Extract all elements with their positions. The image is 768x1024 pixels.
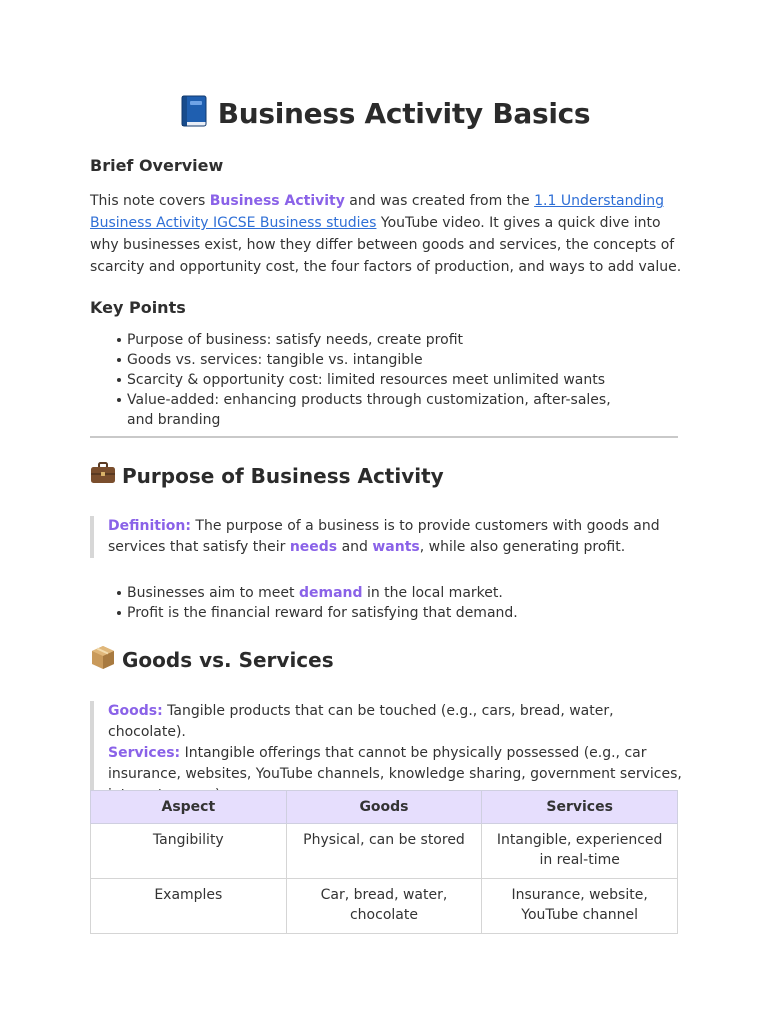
services-text: Intangible offerings that cannot be physically possessed (e.g., car insurance, websites, YouTube channels, knowledge sharing, government services, [108,745,682,782]
wants-highlight: wants [372,539,420,555]
definition-text: , while also generating profit. [419,539,626,555]
table-cell: Examples [91,879,287,934]
column-header: Aspect [91,791,287,824]
needs-highlight: needs [289,539,338,555]
goods-text: Tangible products that can be touched (e.g., cars, bread, water, chocolate). [108,703,614,740]
list-item: Goods vs. services: tangible vs. intangible [90,350,630,370]
purpose-heading-text: Purpose of Business Activity [122,463,444,488]
overview-highlight: Business Activity [209,193,345,209]
source-video-link[interactable]: 1.1 Understanding Business Activity IGCSE Business studies [90,193,664,231]
list-item: Scarcity & opportunity cost: limited resources meet unlimited wants [90,370,630,390]
page-title [0,90,768,136]
purpose-bullets [90,583,650,623]
package-icon [90,644,116,675]
blue-book-icon [178,93,210,133]
key-points-list [90,330,630,430]
overview-paragraph [90,190,682,278]
definition-text: The purpose of a business is to provide customers with goods and services that satisfy their [108,518,660,555]
demand-highlight: demand [298,585,363,601]
overview-text-mid: and was created from the [344,193,535,209]
definition-label: Definition: [108,518,191,534]
table-row [91,879,678,934]
overview-text-prefix: This note covers [90,193,210,209]
goods-services-table [90,790,678,934]
definition-callout [90,516,682,558]
overview-heading: Brief Overview [90,156,224,175]
goods-label: Goods: [108,703,163,719]
list-item: Purpose of business: satisfy needs, create profit [90,330,630,350]
goods-heading-text: Goods vs. Services [122,647,334,672]
list-item [90,583,650,603]
bullet-text: Businesses aim to meet [127,585,299,601]
key-points-heading: Key Points [90,298,186,317]
table-header-row [91,791,678,824]
divider [90,436,678,438]
page-title-text: Business Activity Basics [217,96,591,130]
goods-section-heading [90,644,334,675]
column-header: Services [482,791,678,824]
table-cell: Tangibility [91,824,287,879]
services-label: Services: [108,745,181,761]
overview-text-suffix: YouTube video. It gives a quick dive into why businesses exist, how they differ between goods and services, the concepts of scarcity and opportunity cost, the four factors of production, and ways to add value. [90,215,682,275]
briefcase-icon [90,460,116,491]
definition-text: and [337,539,373,555]
goods-definition [108,701,682,743]
column-header: Goods [286,791,482,824]
list-item: Value-added: enhancing products through customization, after-sales, and branding [90,390,630,430]
bullet-text: in the local market. [362,585,503,601]
purpose-section-heading [90,460,444,491]
table-cell: Physical, can be stored [286,824,482,879]
list-item: Profit is the financial reward for satisfying that demand. [90,603,650,623]
table-cell: Car, bread, water, chocolate [286,879,482,934]
table-row [91,824,678,879]
table-cell: Insurance, website, YouTube channel [482,879,678,934]
table-cell: Intangible, experienced in real-time [482,824,678,879]
